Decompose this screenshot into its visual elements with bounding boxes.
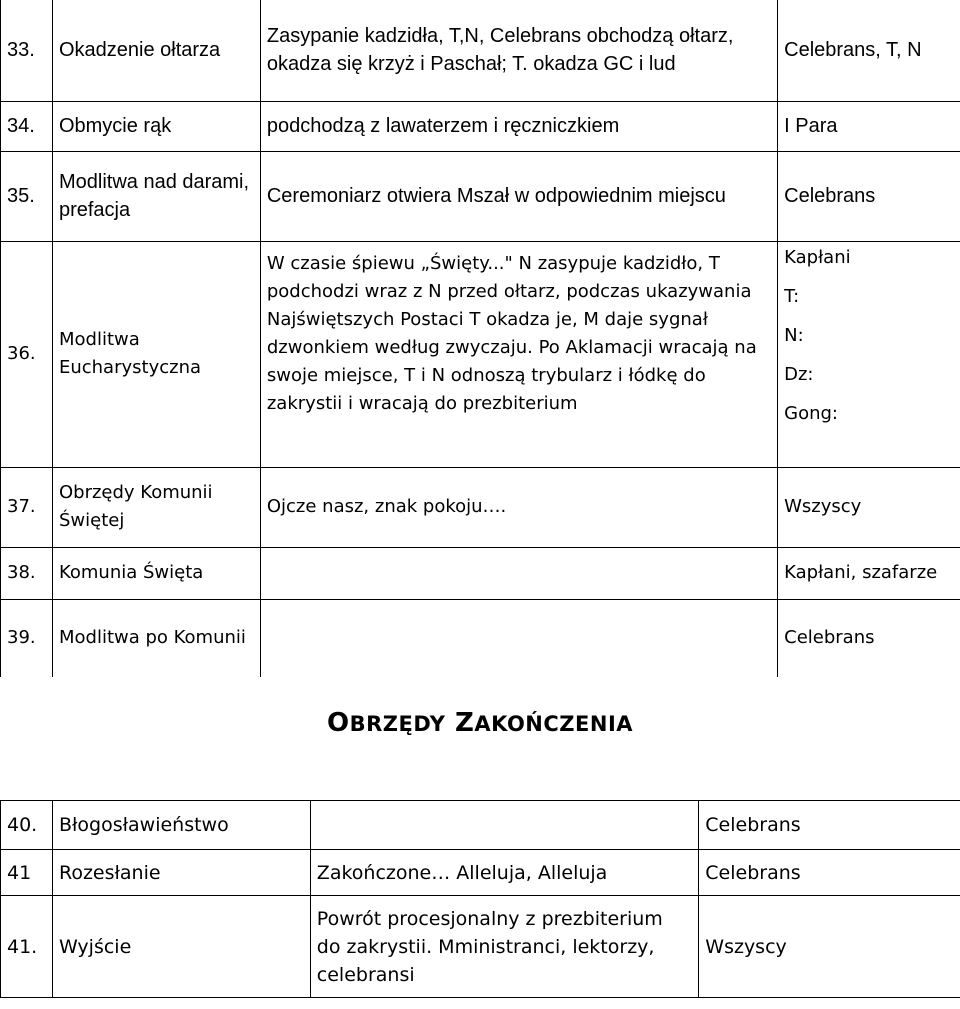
table-row	[1, 801, 960, 850]
role-label: N:	[784, 324, 804, 346]
role-label: T:	[784, 285, 800, 307]
table-row	[1, 850, 960, 896]
row-name: Rozesłanie	[52, 850, 310, 896]
row-roles: Wszyscy	[778, 467, 960, 547]
role-label: Dz:	[784, 363, 814, 385]
row-roles: Kapłani, szafarze	[778, 547, 960, 599]
role-label: Kapłani	[784, 246, 851, 268]
row-number: 34.	[1, 101, 53, 151]
table-row	[1, 151, 960, 241]
row-number: 38.	[1, 547, 53, 599]
row-number: 37.	[1, 467, 53, 547]
row-description	[310, 801, 698, 850]
row-name: Modlitwa Eucharystyczna	[52, 241, 260, 467]
table-row	[1, 241, 960, 467]
row-description: W czasie śpiewu „Święty..." N zasypuje kadzidło, T podchodzi wraz z N przed ołtarz, podczas ukazywania Najświętszych Postaci T okadza je, M daje sygnał dzwonkiem według zwyczaju. Po Aklamacji wracają na swoje miejsce, T i N odnoszą trybularz i łódkę do zakrystii i wracają do prezbiterium	[260, 241, 777, 467]
row-number: 41	[1, 850, 53, 896]
row-roles: Wszyscy	[699, 896, 960, 998]
table-row	[1, 896, 960, 998]
row-name: Modlitwa po Komunii	[52, 599, 260, 677]
row-roles: Celebrans, T, N	[778, 0, 960, 101]
row-roles: Celebrans	[778, 599, 960, 677]
row-name: Wyjście	[52, 896, 310, 998]
row-description: Ceremoniarz otwiera Mszał w odpowiednim miejscu	[260, 151, 777, 241]
row-name: Obrzędy Komunii Świętej	[52, 467, 260, 547]
table-row	[1, 599, 960, 677]
row-number: 41.	[1, 896, 53, 998]
row-description	[260, 547, 777, 599]
row-number: 33.	[1, 0, 53, 101]
row-roles: Celebrans	[778, 151, 960, 241]
table-row	[1, 101, 960, 151]
row-number: 40.	[1, 801, 53, 850]
table-row	[1, 0, 960, 101]
liturgy-table-bottom	[0, 800, 960, 998]
table-row	[1, 467, 960, 547]
row-name: Komunia Święta	[52, 547, 260, 599]
row-number: 35.	[1, 151, 53, 241]
row-roles: Celebrans	[699, 801, 960, 850]
row-description: Zasypanie kadzidła, T,N, Celebrans obchodzą ołtarz, okadza się krzyż i Paschał; T. okadza GC i lud	[260, 0, 777, 101]
row-name: Obmycie rąk	[52, 101, 260, 151]
row-description	[260, 599, 777, 677]
row-name: Modlitwa nad darami, prefacja	[52, 151, 260, 241]
row-roles: I Para	[778, 101, 960, 151]
row-name: Okadzenie ołtarza	[52, 0, 260, 101]
role-label: Gong:	[784, 402, 838, 424]
row-roles	[778, 241, 960, 467]
table-row	[1, 547, 960, 599]
row-name: Błogosławieństwo	[52, 801, 310, 850]
row-number: 36.	[1, 241, 53, 467]
row-roles: Celebrans	[699, 850, 960, 896]
row-description: podchodzą z lawaterzem i ręczniczkiem	[260, 101, 777, 151]
row-description: Powrót procesjonalny z prezbiterium do zakrystii. Mministranci, lektorzy, celebransi	[310, 896, 698, 998]
row-number: 39.	[1, 599, 53, 677]
row-description: Ojcze nasz, znak pokoju….	[260, 467, 777, 547]
section-heading: OBRZĘDY ZAKOŃCZENIA	[326, 708, 634, 738]
row-description: Zakończone… Alleluja, Alleluja	[310, 850, 698, 896]
